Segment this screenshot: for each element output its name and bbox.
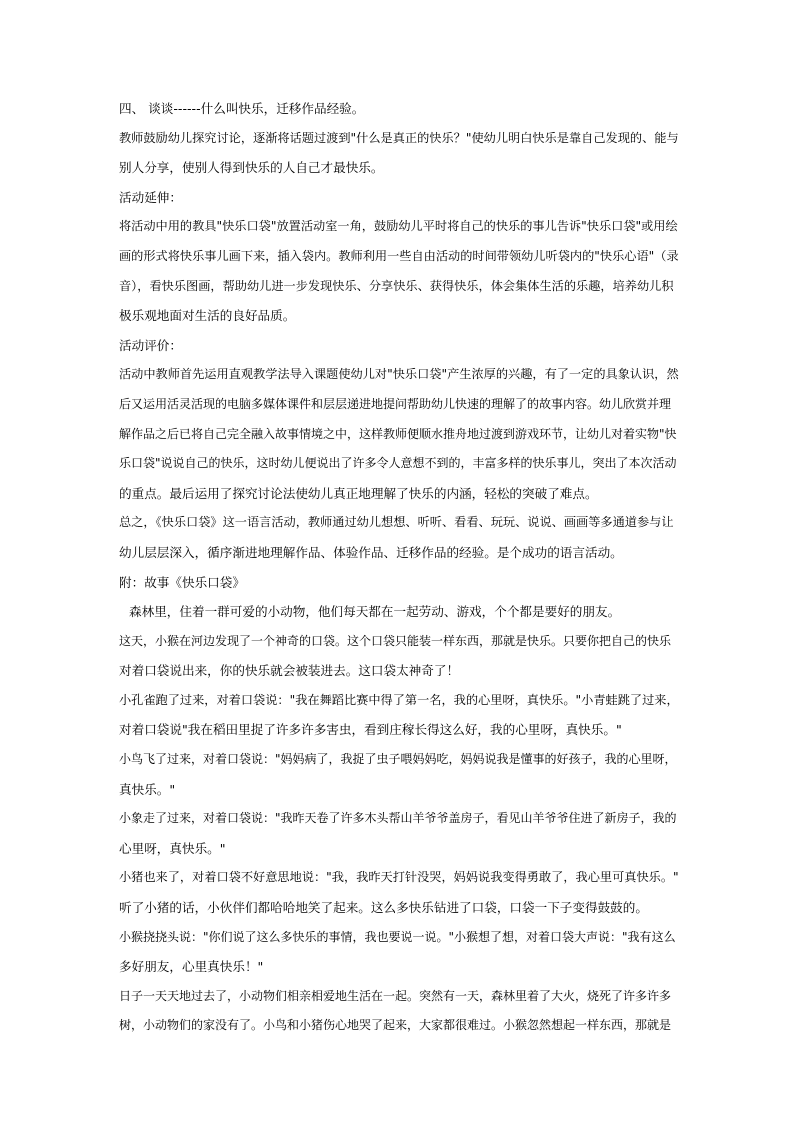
paragraph-line: 幼儿层层深入，循序渐进地理解作品、体验作品、迁移作品的经验。是个成功的语言活动。	[119, 544, 623, 560]
story-line: 心里呀，真快乐。"	[119, 840, 226, 856]
paragraph-line: 后又运用活灵活现的电脑多媒体课件和层层递进地提问帮助幼儿快速的理解了的故事内容。幼儿欣赏并理	[119, 396, 672, 411]
paragraph-line: 乐口袋"说说自己的快乐，这时幼儿便说出了许多令人意想不到的，丰富多样的快乐事儿，突出了本次活动	[119, 456, 677, 471]
paragraph-line: 别人分享，使别人得到快乐的人自己才最快乐。	[119, 160, 384, 176]
paragraph-line: 将活动中用的教具"快乐口袋"放置活动室一角，鼓励幼儿平时将自己的快乐的事儿告诉"快乐口袋"或用绘	[119, 219, 678, 234]
story-line: 多好朋友，心里真快乐！"	[119, 959, 264, 975]
story-line: 听了小猪的话，小伙伴们都哈哈地笑了起来。这么多快乐钻进了口袋，口袋一下子变得鼓鼓的。	[119, 900, 648, 916]
paragraph-line: 极乐观地面对生活的良好品质。	[119, 308, 296, 324]
paragraph-line: 教师鼓励幼儿探究讨论，逐渐将话题过渡到"什么是真正的快乐？"使幼儿明白快乐是靠自己发现的、能与	[119, 130, 679, 145]
story-line: 对着口袋说"我在稻田里捉了许多许多害虫，看到庄稼长得这么好，我的心里呀，真快乐。"	[119, 722, 622, 738]
story-line: 小猪也来了，对着口袋不好意思地说："我，我昨天打针没哭，妈妈说我变得勇敢了，我心里可真快乐。"	[119, 870, 679, 885]
story-line: 小孔雀跑了过来，对着口袋说："我在舞蹈比赛中得了第一名，我的心里呀，真快乐。"小青蛙跳了过来，	[119, 692, 679, 707]
story-line: 小象走了过来，对着口袋说："我昨天卷了许多木头帮山羊爷爷盖房子，看见山羊爷爷住进了新房子，我的	[119, 811, 677, 826]
story-line: 树，小动物们的家没有了。小鸟和小猪伤心地哭了起来，大家都很难过。小猴忽然想起一样东西，那就是	[119, 1018, 672, 1033]
paragraph-line: 活动中教师首先运用直观教学法导入课题使幼儿对"快乐口袋"产生浓厚的兴趣，有了一定的具象认识，然	[119, 367, 679, 382]
document-body	[119, 100, 679, 1034]
section-heading-discussion: 四、 谈谈------什么叫快乐，迁移作品经验。	[119, 101, 365, 116]
story-line: 森林里，住着一群可爱的小动物，他们每天都在一起劳动、游戏，个个都是要好的朋友。	[129, 604, 621, 620]
story-line: 对着口袋说出来，你的快乐就会被装进去。这口袋太神奇了！	[119, 663, 460, 679]
section-heading-evaluation: 活动评价：	[119, 337, 182, 353]
paragraph-line: 画的形式将快乐事儿画下来，插入袋内。教师利用一些自由活动的时间带领幼儿听袋内的"快乐心语"（录	[119, 248, 679, 263]
story-line: 这天，小猴在河边发现了一个神奇的口袋。这个口袋只能装一样东西，那就是快乐。只要你把自己的快乐	[119, 633, 672, 648]
paragraph-line: 总之，《快乐口袋》这一语言活动，教师通过幼儿想想、听听、看看、玩玩、说说、画画等多通道参与让	[119, 515, 674, 530]
paragraph-line: 的重点。最后运用了探究讨论法使幼儿真正地理解了快乐的内涵，轻松的突破了难点。	[119, 485, 598, 501]
story-line: 小猴挠挠头说："你们说了这么多快乐的事情，我也要说一说。"小猴想了想，对着口袋大声说："我有这么	[119, 929, 676, 944]
story-line: 小鸟飞了过来，对着口袋说："妈妈病了，我捉了虫子喂妈妈吃，妈妈说我是懂事的好孩子，我的心里呀，	[119, 752, 677, 767]
section-heading-extension: 活动延伸：	[119, 189, 182, 205]
paragraph-line: 解作品之后已将自己完全融入故事情境之中，这样教师便顺水推舟地过渡到游戏环节，让幼儿对着实物"快	[119, 426, 677, 441]
story-line: 真快乐。"	[119, 781, 176, 797]
paragraph-line: 音），看快乐图画，帮助幼儿进一步发现快乐、分享快乐、获得快乐，体会集体生活的乐趣，培养幼儿积	[119, 278, 674, 293]
section-heading-story: 附：故事《快乐口袋》	[119, 574, 245, 590]
story-line: 日子一天天地过去了，小动物们相亲相爱地生活在一起。突然有一天，森林里着了大火，烧死了许多许多	[119, 988, 672, 1003]
